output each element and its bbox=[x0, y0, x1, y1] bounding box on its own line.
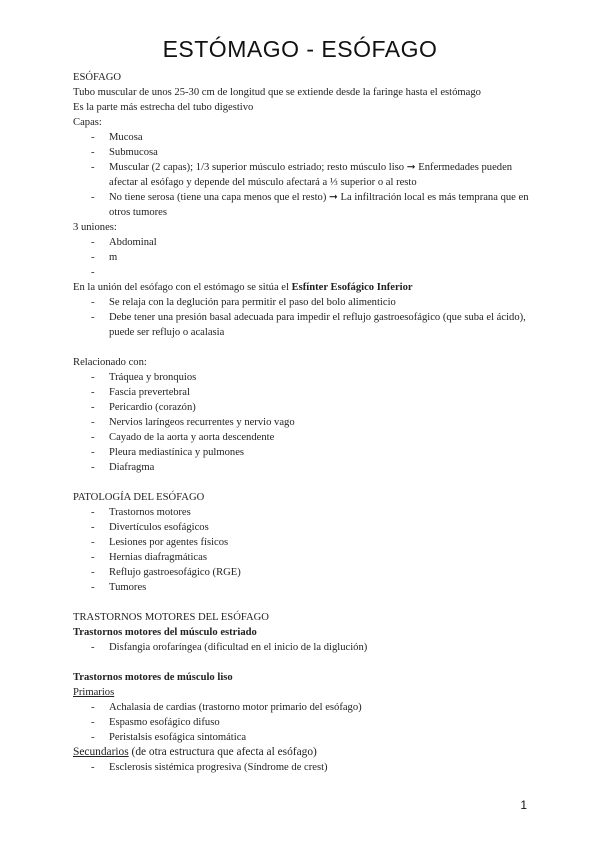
list-item: - m bbox=[73, 250, 533, 265]
list-item: - Abdominal bbox=[73, 235, 533, 250]
esfinter-bold: Esfínter Esofágico Inferior bbox=[291, 282, 413, 293]
section-heading-esofago: ESÓFAGO bbox=[73, 72, 122, 83]
capas-list bbox=[73, 130, 533, 220]
list-item: - Muscular (2 capas); 1/3 superior músculo estriado; resto músculo liso ➞ Enfermedades pueden afectar al esófago y depende del músculo afectará a ⅓ superior o al resto bbox=[73, 160, 533, 190]
list-item: - No tiene serosa (tiene una capa menos que el resto) ➞ La infiltración local es más temprana que en otros tumores bbox=[73, 190, 533, 220]
primarios-list bbox=[73, 700, 533, 745]
list-item: - Pericardio (corazón) bbox=[73, 400, 533, 415]
list-item: - Esclerosis sistémica progresiva (Síndrome de crest) bbox=[73, 760, 533, 775]
list-item: - Lesiones por agentes físicos bbox=[73, 535, 533, 550]
estriado-list bbox=[73, 640, 533, 655]
list-item: - Espasmo esofágico difuso bbox=[73, 715, 533, 730]
primarios-label: Primarios bbox=[73, 687, 115, 698]
list-item: - Debe tener una presión basal adecuada para impedir el reflujo gastroesofágico (que suba el ácido), puede ser reflujo o acalasia bbox=[73, 310, 533, 340]
list-item: - Cayado de la aorta y aorta descendente bbox=[73, 430, 533, 445]
subheading-estriado: Trastornos motores del músculo estriado bbox=[73, 627, 257, 638]
list-item: - Tumores bbox=[73, 580, 533, 595]
subheading-liso: Trastornos motores de músculo liso bbox=[73, 672, 233, 683]
list-item: - Hernias diafragmáticas bbox=[73, 550, 533, 565]
secundarios-list bbox=[73, 760, 533, 775]
list-item: - Submucosa bbox=[73, 145, 533, 160]
section-heading-trastornos: TRASTORNOS MOTORES DEL ESÓFAGO bbox=[73, 612, 269, 623]
section-heading-relacionado: Relacionado con: bbox=[73, 357, 147, 368]
list-item: - Se relaja con la deglución para permitir el paso del bolo alimenticio bbox=[73, 295, 533, 310]
list-item: - Peristalsis esofágica sintomática bbox=[73, 730, 533, 745]
list-item: - Divertículos esofágicos bbox=[73, 520, 533, 535]
esfinter-paragraph bbox=[73, 280, 533, 295]
relacionado-list bbox=[73, 370, 533, 475]
list-item: - Nervios laríngeos recurrentes y nervio vago bbox=[73, 415, 533, 430]
spacer bbox=[73, 340, 533, 355]
list-item: - Achalasia de cardias (trastorno motor primario del esófago) bbox=[73, 700, 533, 715]
spacer bbox=[73, 475, 533, 490]
list-item: - Reflujo gastroesofágico (RGE) bbox=[73, 565, 533, 580]
uniones-list bbox=[73, 235, 533, 280]
list-item: - Disfangia orofaríngea (dificultad en el inicio de la diglución) bbox=[73, 640, 533, 655]
secundarios-line bbox=[73, 745, 533, 760]
list-item: - Trastornos motores bbox=[73, 505, 533, 520]
list-item: - Diafragma bbox=[73, 460, 533, 475]
patologia-list bbox=[73, 505, 533, 595]
section-heading-patologia: PATOLOGÍA DEL ESÓFAGO bbox=[73, 492, 205, 503]
spacer bbox=[73, 655, 533, 670]
page-title: ESTÓMAGO - ESÓFAGO bbox=[162, 36, 438, 62]
list-item: - Fascia prevertebral bbox=[73, 385, 533, 400]
list-item: - Pleura mediastínica y pulmones bbox=[73, 445, 533, 460]
list-item: - Tráquea y bronquios bbox=[73, 370, 533, 385]
secundarios-label: Secundarios bbox=[73, 746, 129, 758]
list-item: - Mucosa bbox=[73, 130, 533, 145]
paragraph-line: Es la parte más estrecha del tubo digestivo bbox=[73, 102, 254, 113]
secundarios-text: (de otra estructura que afecta al esófago) bbox=[128, 746, 317, 758]
page-number: 1 bbox=[520, 798, 527, 812]
capas-label: Capas: bbox=[73, 117, 102, 128]
esfinter-list bbox=[73, 295, 533, 340]
spacer bbox=[73, 595, 533, 610]
esfinter-text: En la unión del esófago con el estómago se sitúa el bbox=[73, 282, 292, 293]
paragraph-line: Tubo muscular de unos 25-30 cm de longitud que se extiende desde la faringe hasta el estómago bbox=[73, 87, 481, 98]
uniones-label: 3 uniones: bbox=[73, 222, 117, 233]
document-body bbox=[73, 70, 533, 775]
list-item bbox=[73, 265, 533, 280]
